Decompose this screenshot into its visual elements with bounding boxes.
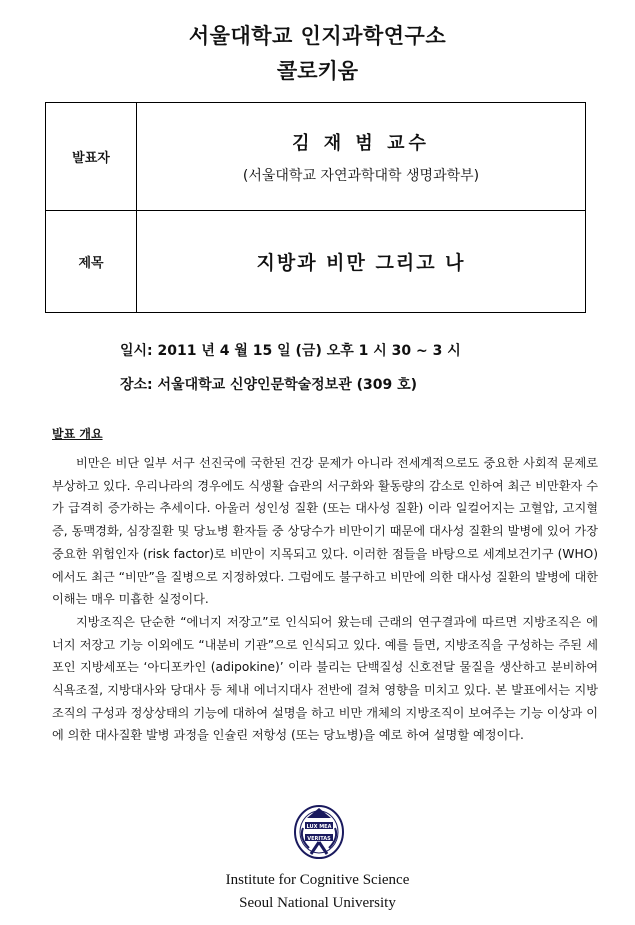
title-row bbox=[46, 211, 586, 313]
footer-institute: Institute for Cognitive Science bbox=[225, 872, 410, 888]
page-title: 서울대학교 인지과학연구소 bbox=[188, 24, 447, 48]
speaker-name: 김 재 범 교수 bbox=[292, 132, 430, 154]
speaker-affiliation: (서울대학교 자연과학대학 생명과학부) bbox=[242, 167, 480, 184]
info-table bbox=[45, 102, 586, 313]
speaker-cell bbox=[137, 103, 586, 211]
talk-title: 지방과 비만 그리고 나 bbox=[256, 252, 466, 274]
abstract-paragraph: 비만은 비단 일부 서구 선진국에 국한된 건강 문제가 아니라 전세계적으로도 중요한 사회적 문제로 부상하고 있다. 우리나라의 경우에도 식생활 습관의 서구화와 활동량의 감소로 인하여 최근 비만환자 수가 급격히 증가하는 추세이다. 아울러 성인성 질환 (또는 대사성 질환) 이라 일컬어지는 고혈압, 고지혈증, 동맥경화, 심장질환 및 당뇨병 환자들 중 상당수가 비만이기 때문에 대사성 질환의 발병에 있어 가장 중요한 위험인자 (risk factor)로 비만이 지목되고 있다. 이러한 점들을 바탕으로 세계보건기구 (WHO) 에서도 최근 “비만”을 질병으로 지정하였다. 그럼에도 불구하고 비만에 의한 대사성 질환의 발병에 대한 이해는 매우 미흡한 실정이다. bbox=[52, 456, 598, 607]
location: 장소: 서울대학교 신양인문학술정보관 (309 호) bbox=[120, 377, 418, 393]
snu-emblem bbox=[293, 804, 345, 860]
emblem-text-bottom: VERITAS bbox=[307, 836, 331, 842]
footer-university: Seoul National University bbox=[239, 895, 396, 911]
abstract-paragraph: 지방조직은 단순한 “에너지 저장고”로 인식되어 왔는데 근래의 연구결과에 따르면 지방조직은 에너지 저장고 기능 이외에도 “내분비 기관”으로 인식되고 있다. 예를 들면, 지방조직을 구성하는 주된 세포인 지방세포는 ‘아디포카인 (adipokine)’ 이라 불리는 단백질성 신호전달 물질을 생산하고 분비하여 식욕조절, 지방대사와 당대사 등 체내 에너지대사 전반에 걸쳐 영향을 미치고 있다. 본 발표에서는 지방조직의 구성과 정상상태의 기능에 대하여 설명을 하고 비만 개체의 지방조직이 보여주는 기능 이상과 이에 의한 대사질환 발병 과정을 인슐린 저항성 (또는 당뇨병)을 예로 하여 설명할 예정이다. bbox=[52, 614, 598, 743]
page-subtitle: 콜로키움 bbox=[276, 59, 359, 83]
abstract-heading: 발표 개요 bbox=[52, 427, 103, 441]
title-label: 제목 bbox=[46, 211, 137, 313]
speaker-label: 발표자 bbox=[46, 103, 137, 211]
emblem-icon bbox=[295, 806, 343, 858]
speaker-row bbox=[46, 103, 586, 211]
emblem-text-top: LUX MEA bbox=[306, 824, 332, 830]
datetime: 일시: 2011 년 4 월 15 일 (금) 오후 1 시 30 ~ 3 시 bbox=[120, 343, 461, 359]
abstract-body bbox=[52, 452, 598, 747]
title-cell bbox=[137, 211, 586, 313]
